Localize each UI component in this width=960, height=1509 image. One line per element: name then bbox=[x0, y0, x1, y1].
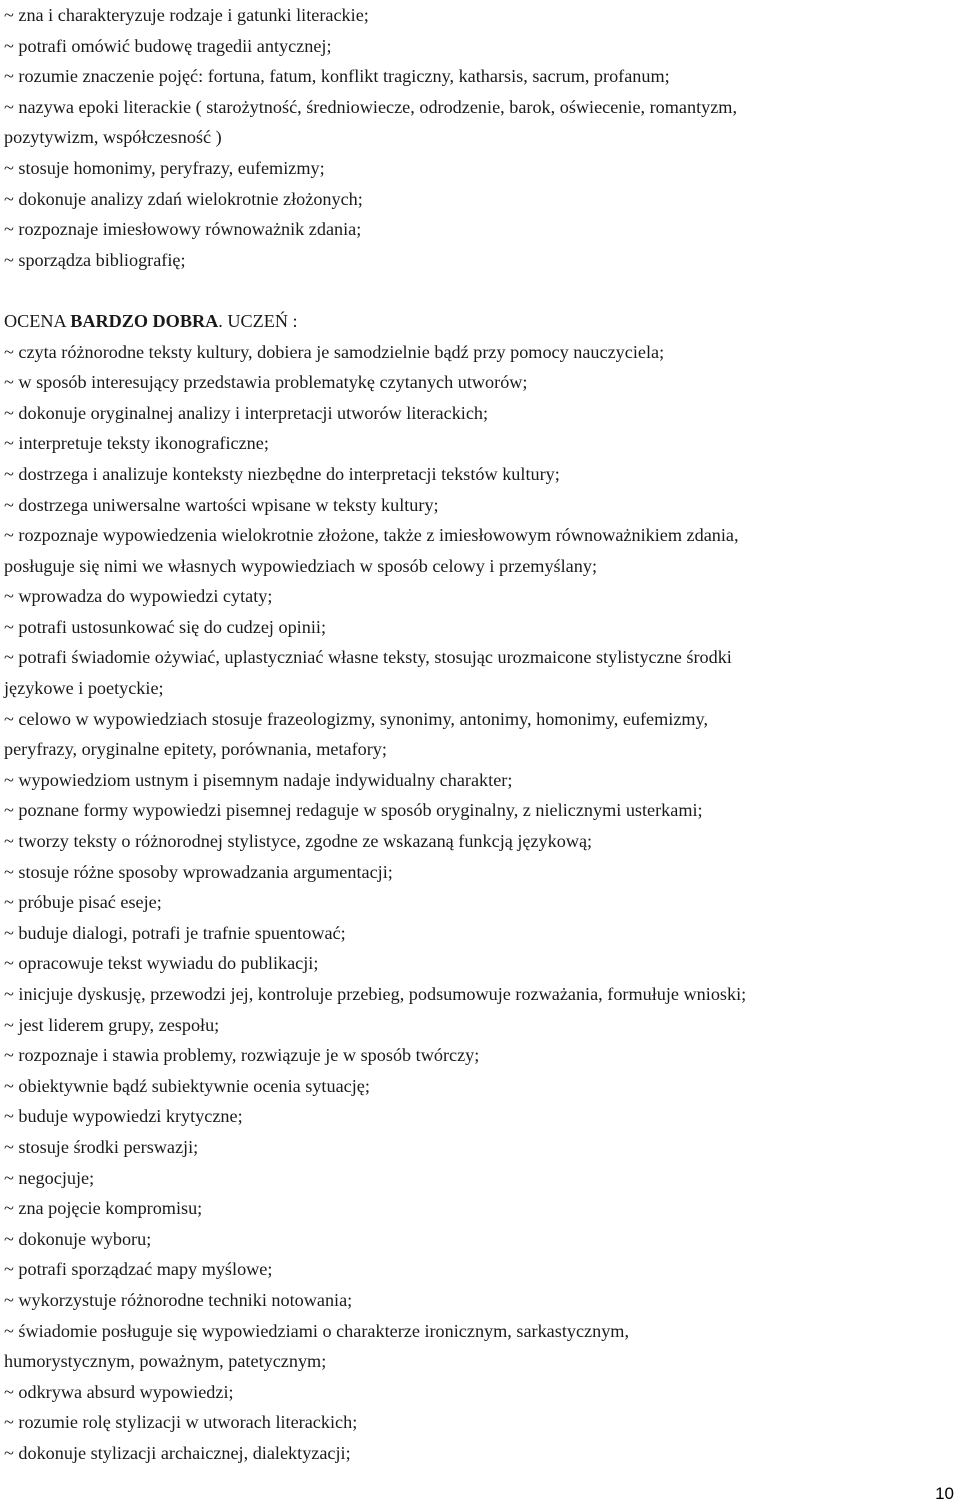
list-item: ~ próbuje pisać eseje; bbox=[4, 892, 162, 913]
list-item: ~ sporządza bibliografię; bbox=[4, 249, 186, 270]
list-item: ~ opracowuje tekst wywiadu do publikacji; bbox=[4, 953, 319, 974]
list-item: ~ celowo w wypowiedziach stosuje frazeologizmy, synonimy, antonimy, homonimy, eufemizmy, bbox=[4, 708, 708, 729]
heading-prefix: OCENA bbox=[4, 310, 71, 331]
list-item: ~ potrafi świadomie ożywiać, uplastyczniać własne teksty, stosując urozmaicone stylistyczne środki bbox=[4, 647, 732, 668]
grade-heading bbox=[4, 306, 954, 337]
list-item: ~ rozpoznaje wypowiedzenia wielokrotnie złożone, także z imiesłowowym równoważnikiem zdania, bbox=[4, 525, 739, 546]
list-item: ~ poznane formy wypowiedzi pisemnej redaguje w sposób oryginalny, z nielicznymi usterkami; bbox=[4, 800, 703, 821]
list-item-continuation: humorystycznym, poważnym, patetycznym; bbox=[4, 1351, 327, 1372]
document-page bbox=[4, 0, 954, 1469]
list-item: ~ wykorzystuje różnorodne techniki notowania; bbox=[4, 1289, 353, 1310]
list-item: ~ wprowadza do wypowiedzi cytaty; bbox=[4, 586, 273, 607]
list-item: ~ rozpoznaje imiesłowowy równoważnik zdania; bbox=[4, 219, 362, 240]
list-item: ~ dostrzega i analizuje konteksty niezbędne do interpretacji tekstów kultury; bbox=[4, 463, 560, 484]
list-item-continuation: językowe i poetyckie; bbox=[4, 678, 164, 699]
list-item: ~ tworzy teksty o różnorodnej stylistyce, zgodne ze wskazaną funkcją językową; bbox=[4, 831, 593, 852]
list-item: ~ interpretuje teksty ikonograficzne; bbox=[4, 433, 269, 454]
list-item: ~ dokonuje analizy zdań wielokrotnie złożonych; bbox=[4, 188, 363, 209]
section-top-list bbox=[4, 0, 954, 275]
list-item: ~ dokonuje wyboru; bbox=[4, 1228, 152, 1249]
list-item: ~ dokonuje stylizacji archaicznej, dialektyzacji; bbox=[4, 1442, 351, 1463]
list-item: ~ odkrywa absurd wypowiedzi; bbox=[4, 1381, 234, 1402]
list-item: ~ w sposób interesujący przedstawia problematykę czytanych utworów; bbox=[4, 372, 528, 393]
page-number: 10 bbox=[935, 1484, 954, 1503]
list-item: ~ potrafi omówić budowę tragedii antycznej; bbox=[4, 35, 332, 56]
list-item: ~ czyta różnorodne teksty kultury, dobiera je samodzielnie bądź przy pomocy nauczyciela; bbox=[4, 341, 665, 362]
list-item: ~ zna i charakteryzuje rodzaje i gatunki literackie; bbox=[4, 5, 369, 25]
list-item: ~ rozumie rolę stylizacji w utworach literackich; bbox=[4, 1412, 358, 1433]
list-item-continuation: pozytywizm, współczesność ) bbox=[4, 127, 222, 148]
list-item: ~ dostrzega uniwersalne wartości wpisane w teksty kultury; bbox=[4, 494, 439, 515]
list-item: ~ jest liderem grupy, zespołu; bbox=[4, 1014, 220, 1035]
list-item: ~ rozumie znaczenie pojęć: fortuna, fatum, konflikt tragiczny, katharsis, sacrum, profanum; bbox=[4, 66, 670, 87]
list-item: ~ stosuje środki perswazji; bbox=[4, 1136, 199, 1157]
heading-grade: BARDZO DOBRA bbox=[70, 310, 219, 331]
list-item: ~ potrafi ustosunkować się do cudzej opinii; bbox=[4, 616, 326, 637]
list-item: ~ dokonuje oryginalnej analizy i interpretacji utworów literackich; bbox=[4, 402, 489, 423]
list-item: ~ zna pojęcie kompromisu; bbox=[4, 1198, 203, 1219]
paragraph-gap bbox=[4, 275, 954, 306]
list-item: ~ nazywa epoki literackie ( starożytność, średniowiecze, odrodzenie, barok, oświecenie, romantyzm, bbox=[4, 96, 738, 117]
list-item: ~ buduje wypowiedzi krytyczne; bbox=[4, 1106, 243, 1127]
list-item: ~ wypowiedziom ustnym i pisemnym nadaje indywidualny charakter; bbox=[4, 769, 513, 790]
list-item: ~ stosuje homonimy, peryfrazy, eufemizmy; bbox=[4, 157, 325, 178]
list-item: ~ inicjuje dyskusję, przewodzi jej, kontroluje przebieg, podsumowuje rozważania, formułuje wnioski; bbox=[4, 984, 747, 1004]
heading-suffix: . UCZEŃ : bbox=[218, 310, 298, 331]
list-item: ~ świadomie posługuje się wypowiedziami o charakterze ironicznym, sarkastycznym, bbox=[4, 1320, 629, 1341]
list-item: ~ stosuje różne sposoby wprowadzania argumentacji; bbox=[4, 861, 393, 882]
section-main-list bbox=[4, 337, 954, 1469]
list-item: ~ buduje dialogi, potrafi je trafnie spuentować; bbox=[4, 922, 346, 943]
list-item-continuation: posługuje się nimi we własnych wypowiedziach w sposób celowy i przemyślany; bbox=[4, 555, 597, 576]
list-item: ~ rozpoznaje i stawia problemy, rozwiązuje je w sposób twórczy; bbox=[4, 1045, 480, 1066]
list-item-continuation: peryfrazy, oryginalne epitety, porównania, metafory; bbox=[4, 739, 387, 760]
list-item: ~ potrafi sporządzać mapy myślowe; bbox=[4, 1259, 273, 1280]
list-item: ~ obiektywnie bądź subiektywnie ocenia sytuację; bbox=[4, 1075, 370, 1096]
list-item: ~ negocjuje; bbox=[4, 1167, 95, 1188]
